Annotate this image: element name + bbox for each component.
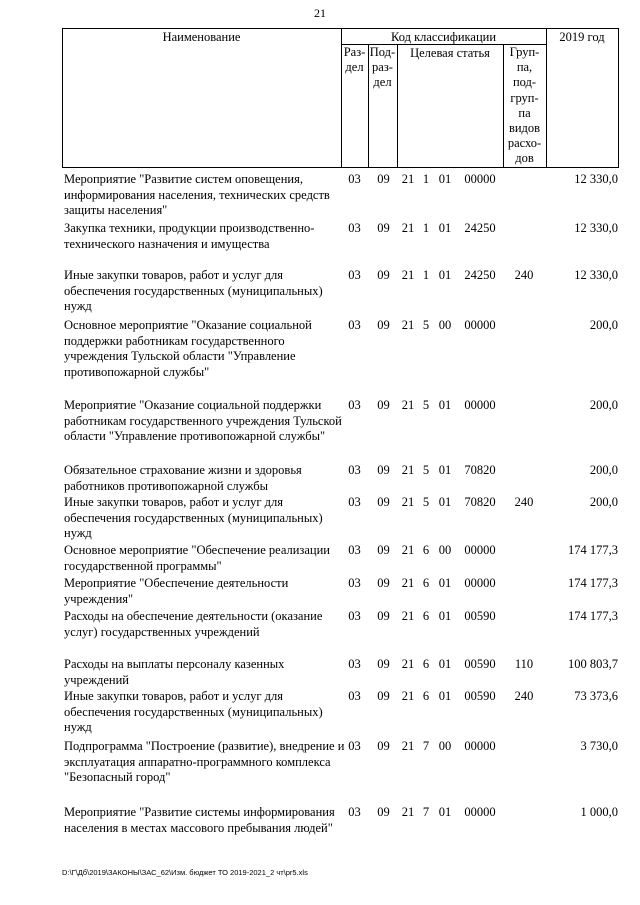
- cell-target-event: 01: [438, 576, 452, 590]
- cell-target-program: 21: [401, 805, 415, 819]
- cell-razdel: 03: [348, 689, 361, 703]
- cell-target-event: 01: [438, 657, 452, 671]
- cell-target-event: 01: [438, 172, 452, 186]
- header-razdel: Раз- дел: [343, 45, 366, 74]
- cell-razdel: 03: [348, 221, 361, 235]
- cell-amount: 200,0: [589, 398, 618, 412]
- cell-podrazdel: 09: [377, 172, 390, 186]
- cell-target-subprogram: 6: [422, 543, 430, 557]
- header-group: Груп- па, под- груп- па видов расхо- дов: [507, 45, 542, 166]
- cell-target-event: 01: [438, 689, 452, 703]
- cell-name: Мероприятие "Оказание социальной поддержки работникам государственного учреждения Тульской области "Управление противопожарной службы": [64, 398, 342, 443]
- cell-target-subprogram: 7: [422, 739, 430, 753]
- cell-name: Мероприятие "Развитие системы информирования населения в местах массового пребывания людей": [64, 805, 335, 835]
- cell-target-event: 00: [438, 318, 452, 332]
- cell-target-direction: 24250: [464, 221, 496, 235]
- cell-target-subprogram: 6: [422, 576, 430, 590]
- cell-target-program: 21: [401, 268, 415, 282]
- cell-podrazdel: 09: [377, 576, 390, 590]
- header-target: Целевая статья: [410, 46, 490, 60]
- cell-podrazdel: 09: [377, 609, 390, 623]
- cell-target-program: 21: [401, 739, 415, 753]
- cell-razdel: 03: [348, 318, 361, 332]
- cell-razdel: 03: [348, 739, 361, 753]
- cell-podrazdel: 09: [377, 463, 390, 477]
- cell-target-direction: 00000: [464, 543, 496, 557]
- header-name: Наименование: [162, 30, 241, 44]
- cell-target-event: 00: [438, 739, 452, 753]
- cell-podrazdel: 09: [377, 739, 390, 753]
- cell-target-program: 21: [401, 689, 415, 703]
- cell-target-subprogram: 5: [422, 318, 430, 332]
- cell-target-direction: 00590: [464, 657, 496, 671]
- cell-target-direction: 00000: [464, 805, 496, 819]
- cell-amount: 174 177,3: [568, 609, 618, 623]
- cell-target-subprogram: 7: [422, 805, 430, 819]
- header-code: Код классификации: [390, 30, 497, 44]
- cell-target-direction: 00000: [464, 398, 496, 412]
- cell-target-program: 21: [401, 657, 415, 671]
- cell-target-program: 21: [401, 221, 415, 235]
- cell-razdel: 03: [348, 172, 361, 186]
- cell-amount: 12 330,0: [574, 172, 618, 186]
- cell-target-subprogram: 6: [422, 609, 430, 623]
- cell-podrazdel: 09: [377, 268, 390, 282]
- cell-name: Иные закупки товаров, работ и услуг для обеспечения государственных (муниципальных) нужд: [64, 689, 323, 734]
- cell-target-event: 00: [438, 543, 452, 557]
- cell-target-subprogram: 6: [422, 689, 430, 703]
- cell-target-event: 01: [438, 805, 452, 819]
- page-number: 21: [314, 6, 326, 20]
- cell-target-direction: 00000: [464, 318, 496, 332]
- cell-target-subprogram: 5: [422, 463, 430, 477]
- file-path-footer: D:\Г\Дб\2019\ЗАКОНЫ\ЗАС_62\Изм. бюджет ТО 2019-2021_2 чт\pr5.xls: [62, 868, 308, 877]
- cell-target-event: 01: [438, 463, 452, 477]
- header-year: 2019 год: [559, 30, 605, 44]
- cell-target-event: 01: [438, 268, 452, 282]
- cell-podrazdel: 09: [377, 398, 390, 412]
- cell-target-subprogram: 5: [422, 398, 430, 412]
- cell-target-direction: 00000: [464, 739, 496, 753]
- cell-name: Подпрограмма "Построение (развитие), внедрение и эксплуатация аппаратно-программного комплекса "Безопасный город": [64, 739, 345, 784]
- cell-target-subprogram: 1: [422, 268, 430, 282]
- cell-target-subprogram: 5: [422, 495, 430, 509]
- header-podrazdel: Под- раз- дел: [369, 45, 396, 89]
- cell-podrazdel: 09: [377, 543, 390, 557]
- cell-razdel: 03: [348, 657, 361, 671]
- cell-target-program: 21: [401, 495, 415, 509]
- cell-amount: 12 330,0: [574, 268, 618, 282]
- cell-target-direction: 70820: [464, 495, 496, 509]
- cell-target-event: 01: [438, 609, 452, 623]
- cell-name: Иные закупки товаров, работ и услуг для обеспечения государственных (муниципальных) нужд: [64, 495, 323, 540]
- cell-target-subprogram: 1: [422, 221, 430, 235]
- cell-razdel: 03: [348, 463, 361, 477]
- cell-target-program: 21: [401, 463, 415, 477]
- cell-name: Обязательное страхование жизни и здоровья работников противопожарной службы: [64, 463, 302, 493]
- cell-target-event: 01: [438, 221, 452, 235]
- cell-target-program: 21: [401, 609, 415, 623]
- cell-podrazdel: 09: [377, 689, 390, 703]
- cell-group: 240: [514, 689, 534, 703]
- cell-razdel: 03: [348, 609, 361, 623]
- cell-target-program: 21: [401, 318, 415, 332]
- cell-name: Мероприятие "Развитие систем оповещения, информирования населения, технических средств защиты населения": [64, 172, 330, 217]
- cell-target-direction: 00000: [464, 172, 496, 186]
- cell-target-direction: 00590: [464, 689, 496, 703]
- cell-name: Мероприятие "Обеспечение деятельности учреждения": [64, 576, 289, 606]
- cell-name: Иные закупки товаров, работ и услуг для обеспечения государственных (муниципальных) нужд: [64, 268, 323, 313]
- cell-amount: 12 330,0: [574, 221, 618, 235]
- cell-razdel: 03: [348, 576, 361, 590]
- cell-amount: 200,0: [589, 318, 618, 332]
- cell-target-event: 01: [438, 495, 452, 509]
- cell-podrazdel: 09: [377, 221, 390, 235]
- cell-target-direction: 00000: [464, 576, 496, 590]
- cell-podrazdel: 09: [377, 318, 390, 332]
- cell-razdel: 03: [348, 543, 361, 557]
- cell-target-program: 21: [401, 172, 415, 186]
- cell-target-direction: 24250: [464, 268, 496, 282]
- cell-group: 110: [514, 657, 534, 671]
- cell-razdel: 03: [348, 398, 361, 412]
- cell-podrazdel: 09: [377, 805, 390, 819]
- cell-name: Основное мероприятие "Оказание социальной поддержки работникам государственного учреждения Тульской области "Управление противопожарной службы": [64, 318, 312, 379]
- cell-group: 240: [514, 495, 534, 509]
- cell-target-event: 01: [438, 398, 452, 412]
- cell-amount: 200,0: [589, 495, 618, 509]
- cell-podrazdel: 09: [377, 657, 390, 671]
- cell-amount: 174 177,3: [568, 543, 618, 557]
- table-header: [62, 28, 619, 168]
- cell-amount: 174 177,3: [568, 576, 618, 590]
- cell-target-direction: 00590: [464, 609, 496, 623]
- cell-target-direction: 70820: [464, 463, 496, 477]
- cell-amount: 100 803,7: [568, 657, 618, 671]
- cell-name: Закупка техники, продукции производственно-технического назначения и имущества: [64, 221, 315, 251]
- cell-amount: 3 730,0: [580, 739, 618, 753]
- cell-name: Расходы на обеспечение деятельности (оказание услуг) государственных учреждений: [64, 609, 323, 639]
- cell-target-program: 21: [401, 543, 415, 557]
- cell-target-program: 21: [401, 576, 415, 590]
- cell-podrazdel: 09: [377, 495, 390, 509]
- cell-target-subprogram: 1: [422, 172, 430, 186]
- cell-razdel: 03: [348, 805, 361, 819]
- cell-amount: 1 000,0: [580, 805, 618, 819]
- cell-amount: 200,0: [589, 463, 618, 477]
- cell-razdel: 03: [348, 495, 361, 509]
- cell-target-subprogram: 6: [422, 657, 430, 671]
- cell-group: 240: [514, 268, 534, 282]
- cell-name: Основное мероприятие "Обеспечение реализации государственной программы": [64, 543, 330, 573]
- cell-target-program: 21: [401, 398, 415, 412]
- cell-razdel: 03: [348, 268, 361, 282]
- cell-amount: 73 373,6: [574, 689, 618, 703]
- cell-name: Расходы на выплаты персоналу казенных учреждений: [64, 657, 285, 687]
